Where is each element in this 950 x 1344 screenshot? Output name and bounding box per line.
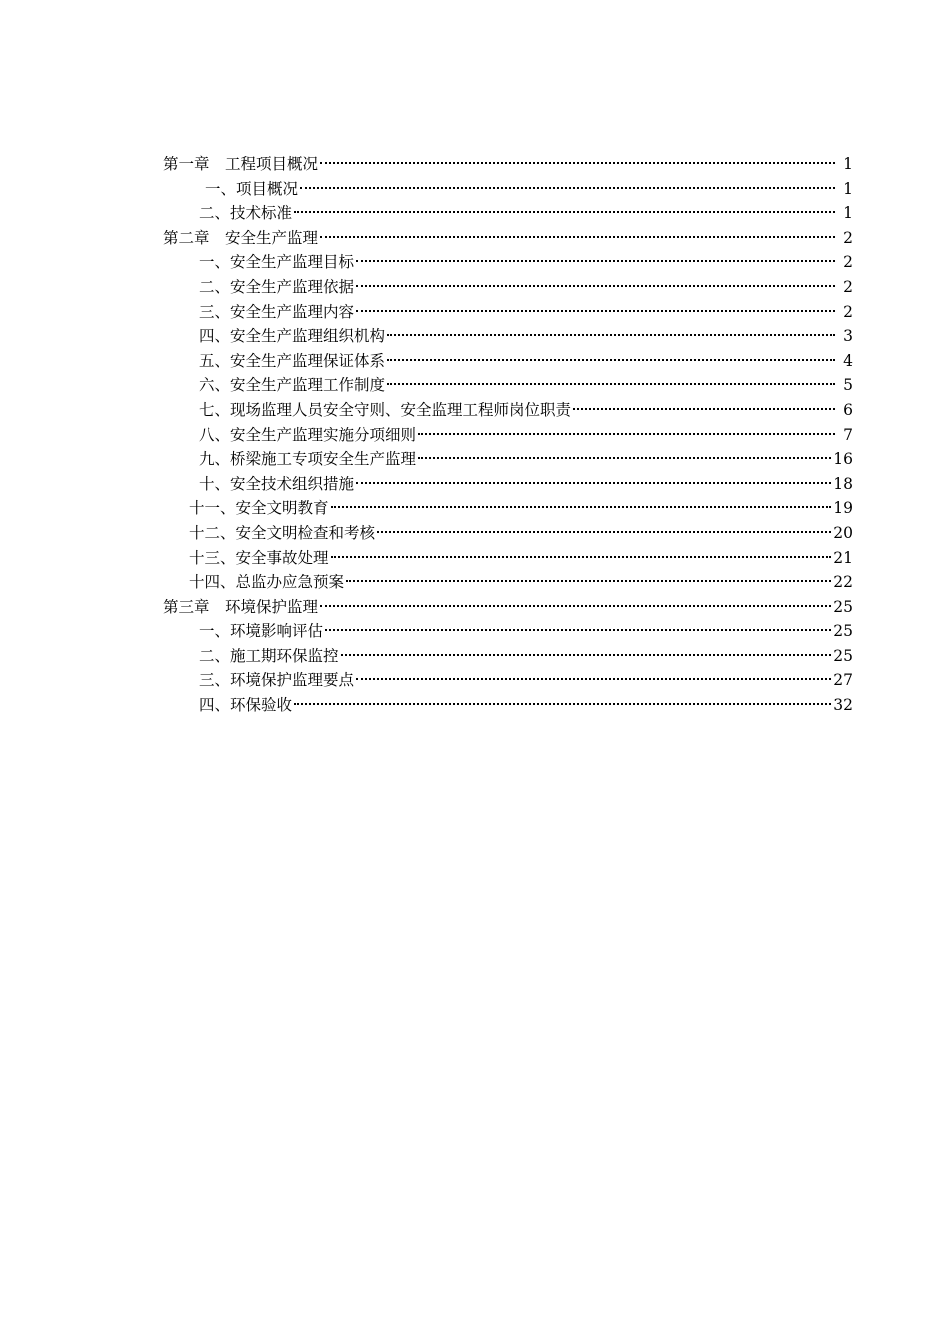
- dot-leader: [294, 210, 835, 213]
- toc-entry-title: 十二、安全文明检查和考核: [189, 523, 376, 542]
- toc-entry-page: 18: [833, 474, 853, 493]
- toc-entry-title: 八、安全生产监理实施分项细则: [199, 425, 417, 444]
- toc-entry-section[interactable]: [163, 423, 853, 448]
- toc-entry-section[interactable]: [163, 496, 853, 521]
- toc-entry-title: 十一、安全文明教育: [189, 499, 329, 518]
- toc-entry-page: 20: [833, 523, 853, 542]
- dot-leader: [377, 530, 831, 533]
- dot-leader: [387, 358, 835, 361]
- toc-entry-page: 25: [833, 646, 853, 665]
- dot-leader: [320, 235, 835, 238]
- dot-leader: [325, 628, 831, 631]
- dot-leader: [331, 505, 832, 508]
- dot-leader: [387, 333, 835, 336]
- toc-entry-section[interactable]: [163, 324, 853, 349]
- toc-entry-page: 32: [833, 696, 853, 715]
- toc-entry-title: 四、安全生产监理组织机构: [199, 327, 386, 346]
- toc-entry-page: 16: [833, 450, 853, 469]
- toc-entry-title: 二、安全生产监理依据: [199, 277, 355, 296]
- toc-entry-page: 4: [843, 351, 853, 370]
- toc-entry-section[interactable]: [163, 300, 853, 325]
- toc-entry-title: 五、安全生产监理保证体系: [199, 351, 386, 370]
- toc-entry-section[interactable]: [163, 521, 853, 546]
- toc-entry-title: 三、安全生产监理内容: [199, 302, 355, 321]
- toc-entry-title: 一、安全生产监理目标: [199, 253, 355, 272]
- toc-entry-section[interactable]: [163, 250, 853, 275]
- dot-leader: [331, 555, 832, 558]
- toc-entry-title: 三、环境保护监理要点: [199, 671, 355, 690]
- dot-leader: [356, 481, 831, 484]
- toc-entry-page: 2: [843, 253, 853, 272]
- toc-entry-title: 六、安全生产监理工作制度: [199, 376, 386, 395]
- toc-entry-page: 2: [843, 228, 853, 247]
- toc-entry-section[interactable]: [163, 177, 853, 202]
- toc-entry-section[interactable]: [163, 644, 853, 669]
- dot-leader: [418, 456, 831, 459]
- toc-entry-page: 21: [833, 548, 853, 567]
- toc-entry-title: 第一章 工程项目概况: [163, 155, 319, 173]
- toc-entry-chapter-3[interactable]: [163, 595, 853, 620]
- toc-entry-page: 25: [833, 597, 853, 616]
- toc-entry-title: 七、现场监理人员安全守则、安全监理工程师岗位职责: [199, 400, 572, 419]
- dot-leader: [356, 259, 835, 262]
- toc-entry-section[interactable]: [163, 201, 853, 226]
- toc-entry-page: 7: [843, 425, 853, 444]
- toc-entry-section[interactable]: [163, 447, 853, 472]
- toc-entry-section[interactable]: [163, 570, 853, 595]
- dot-leader: [294, 702, 831, 705]
- dot-leader: [320, 161, 835, 164]
- toc-entry-section[interactable]: [163, 275, 853, 300]
- toc-entry-page: 6: [843, 400, 853, 419]
- toc-entry-page: 1: [843, 155, 853, 173]
- dot-leader: [573, 407, 835, 410]
- toc-entry-section[interactable]: [163, 693, 853, 718]
- toc-entry-title: 十四、总监办应急预案: [189, 573, 345, 592]
- toc-entry-chapter-2[interactable]: [163, 226, 853, 251]
- dot-leader: [356, 284, 835, 287]
- toc-entry-title: 十三、安全事故处理: [189, 548, 329, 567]
- toc-entry-page: 19: [833, 499, 853, 518]
- toc-entry-page: 1: [843, 204, 853, 223]
- dot-leader: [300, 186, 835, 189]
- toc-entry-title: 四、环保验收: [199, 696, 293, 715]
- toc-entry-page: 1: [843, 179, 853, 198]
- toc-entry-page: 2: [843, 277, 853, 296]
- toc-entry-chapter-1[interactable]: [163, 152, 853, 177]
- toc-entry-page: 3: [843, 327, 853, 346]
- toc-entry-title: 一、项目概况: [205, 179, 299, 198]
- toc-entry-title: 十、安全技术组织措施: [199, 474, 355, 493]
- toc-entry-page: 25: [833, 622, 853, 641]
- toc-entry-page: 5: [843, 376, 853, 395]
- toc-entry-page: 22: [833, 573, 853, 592]
- toc-entry-title: 九、桥梁施工专项安全生产监理: [199, 450, 417, 469]
- toc-entry-section[interactable]: [163, 349, 853, 374]
- toc-entry-page: 2: [843, 302, 853, 321]
- toc-entry-section[interactable]: [163, 398, 853, 423]
- table-of-contents: [163, 152, 853, 718]
- toc-entry-page: 27: [833, 671, 853, 690]
- dot-leader: [341, 653, 832, 656]
- dot-leader: [387, 382, 835, 385]
- toc-entry-title: 一、环境影响评估: [199, 622, 324, 641]
- toc-entry-title: 二、技术标准: [199, 204, 293, 223]
- toc-entry-title: 二、施工期环保监控: [199, 646, 339, 665]
- dot-leader: [356, 677, 831, 680]
- toc-entry-section[interactable]: [163, 373, 853, 398]
- dot-leader: [418, 432, 835, 435]
- dot-leader: [346, 579, 831, 582]
- toc-entry-title: 第三章 环境保护监理: [163, 597, 319, 616]
- toc-entry-title: 第二章 安全生产监理: [163, 228, 319, 247]
- dot-leader: [356, 309, 835, 312]
- toc-entry-section[interactable]: [163, 472, 853, 497]
- toc-entry-section[interactable]: [163, 668, 853, 693]
- toc-entry-section[interactable]: [163, 546, 853, 571]
- dot-leader: [320, 604, 831, 607]
- toc-entry-section[interactable]: [163, 619, 853, 644]
